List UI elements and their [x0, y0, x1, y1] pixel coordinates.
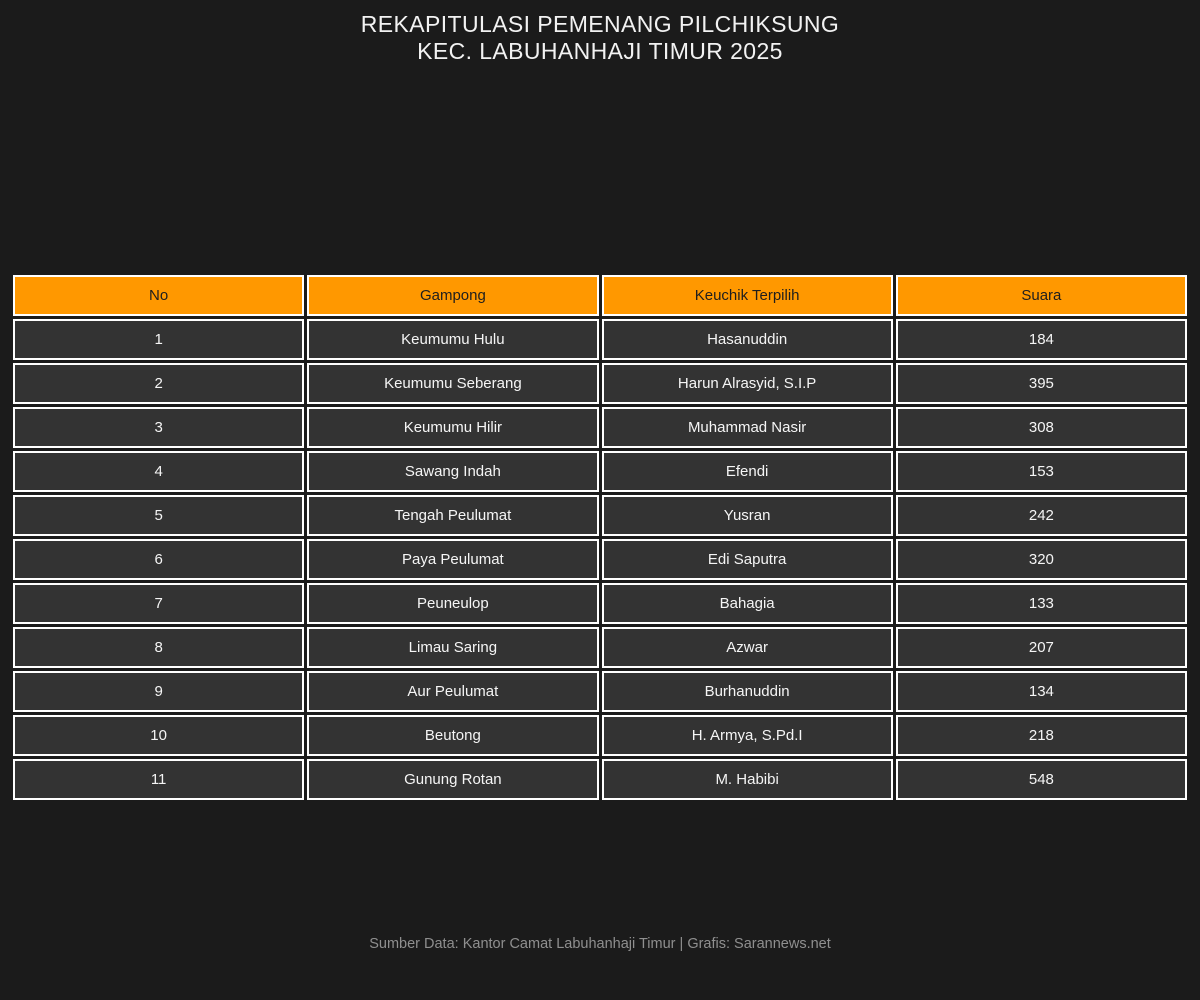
- table-row: [13, 759, 1187, 800]
- cell-keuchik-terpilih: Yusran: [602, 495, 893, 536]
- cell-suara: 242: [896, 495, 1187, 536]
- cell-no: 6: [13, 539, 304, 580]
- cell-gampong: Paya Peulumat: [307, 539, 598, 580]
- cell-no: 9: [13, 671, 304, 712]
- title-line-2: KEC. LABUHANHAJI TIMUR 2025: [417, 38, 783, 64]
- recap-table-header: [13, 275, 1187, 316]
- cell-keuchik-terpilih: Azwar: [602, 627, 893, 668]
- table-row: [13, 627, 1187, 668]
- cell-keuchik-terpilih: H. Armya, S.Pd.I: [602, 715, 893, 756]
- cell-gampong: Gunung Rotan: [307, 759, 598, 800]
- title-line-1: REKAPITULASI PEMENANG PILCHIKSUNG: [360, 11, 840, 37]
- cell-suara: 153: [896, 451, 1187, 492]
- cell-gampong: Keumumu Seberang: [307, 363, 598, 404]
- table-row: [13, 407, 1187, 448]
- cell-no: 3: [13, 407, 304, 448]
- cell-suara: 308: [896, 407, 1187, 448]
- cell-no: 11: [13, 759, 304, 800]
- table-row: [13, 495, 1187, 536]
- cell-suara: 320: [896, 539, 1187, 580]
- table-row: [13, 715, 1187, 756]
- cell-gampong: Aur Peulumat: [307, 671, 598, 712]
- cell-no: 4: [13, 451, 304, 492]
- header-row: [13, 275, 1187, 316]
- table-row: [13, 583, 1187, 624]
- cell-no: 2: [13, 363, 304, 404]
- recap-table-body: [13, 319, 1187, 800]
- cell-no: 5: [13, 495, 304, 536]
- cell-keuchik-terpilih: M. Habibi: [602, 759, 893, 800]
- cell-suara: 395: [896, 363, 1187, 404]
- cell-keuchik-terpilih: Burhanuddin: [602, 671, 893, 712]
- table-row: [13, 671, 1187, 712]
- table-row: [13, 363, 1187, 404]
- cell-gampong: Keumumu Hilir: [307, 407, 598, 448]
- cell-suara: 207: [896, 627, 1187, 668]
- cell-gampong: Tengah Peulumat: [307, 495, 598, 536]
- cell-keuchik-terpilih: Hasanuddin: [602, 319, 893, 360]
- col-header-suara: Suara: [896, 275, 1187, 316]
- cell-gampong: Sawang Indah: [307, 451, 598, 492]
- cell-gampong: Keumumu Hulu: [307, 319, 598, 360]
- cell-no: 1: [13, 319, 304, 360]
- cell-suara: 184: [896, 319, 1187, 360]
- cell-no: 8: [13, 627, 304, 668]
- table-row: [13, 319, 1187, 360]
- cell-gampong: Beutong: [307, 715, 598, 756]
- cell-keuchik-terpilih: Edi Saputra: [602, 539, 893, 580]
- cell-keuchik-terpilih: Bahagia: [602, 583, 893, 624]
- cell-no: 7: [13, 583, 304, 624]
- cell-keuchik-terpilih: Harun Alrasyid, S.I.P: [602, 363, 893, 404]
- cell-suara: 548: [896, 759, 1187, 800]
- table-row: [13, 539, 1187, 580]
- cell-keuchik-terpilih: Efendi: [602, 451, 893, 492]
- cell-suara: 134: [896, 671, 1187, 712]
- page-title: [0, 11, 1200, 65]
- col-header-gampong: Gampong: [307, 275, 598, 316]
- cell-keuchik-terpilih: Muhammad Nasir: [602, 407, 893, 448]
- cell-suara: 133: [896, 583, 1187, 624]
- table-row: [13, 451, 1187, 492]
- cell-suara: 218: [896, 715, 1187, 756]
- col-header-keuchik-terpilih: Keuchik Terpilih: [602, 275, 893, 316]
- col-header-no: No: [13, 275, 304, 316]
- cell-no: 10: [13, 715, 304, 756]
- source-credit: Sumber Data: Kantor Camat Labuhanhaji Timur | Grafis: Sarannews.net: [369, 936, 831, 952]
- cell-gampong: Peuneulop: [307, 583, 598, 624]
- cell-gampong: Limau Saring: [307, 627, 598, 668]
- recap-table: [10, 272, 1190, 803]
